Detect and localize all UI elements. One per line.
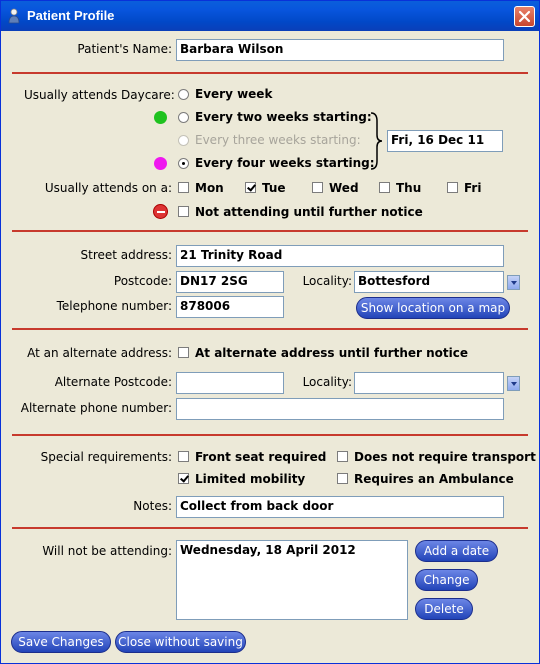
brace-icon [368, 111, 384, 171]
patient-name-label: Patient's Name: [77, 42, 172, 56]
alternate-locality-label: Locality: [302, 375, 352, 389]
separator [12, 328, 528, 330]
street-field[interactable]: 21 Trinity Road [176, 245, 504, 267]
no-transport-label: Does not require transport [354, 450, 536, 464]
checkbox-wed[interactable] [312, 182, 323, 193]
tue-label: Tue [262, 181, 286, 195]
alternate-postcode-label: Alternate Postcode: [54, 375, 172, 389]
separator [12, 434, 528, 436]
checkbox-ambulance[interactable] [337, 473, 348, 484]
add-date-button[interactable]: Add a date [415, 540, 498, 562]
title-bar [1, 1, 539, 31]
checkbox-fri[interactable] [447, 182, 458, 193]
list-item[interactable]: Wednesday, 18 April 2012 [180, 543, 356, 557]
notes-label: Notes: [133, 499, 172, 513]
daycare-label: Usually attends Daycare: [24, 88, 175, 102]
ambulance-label: Requires an Ambulance [354, 472, 514, 486]
every-week-label: Every week [195, 87, 273, 101]
save-changes-button[interactable]: Save Changes [11, 631, 111, 653]
phone-field[interactable]: 878006 [176, 296, 284, 318]
close-window-button[interactable] [514, 6, 535, 27]
notes-field[interactable]: Collect from back door [176, 496, 504, 518]
green-indicator-icon [154, 111, 167, 124]
separator [12, 527, 528, 529]
checkbox-front-seat[interactable] [178, 451, 189, 462]
no-entry-icon [153, 204, 168, 219]
checkbox-alternate-address[interactable] [178, 347, 189, 358]
postcode-label: Postcode: [113, 274, 172, 288]
postcode-field[interactable]: DN17 2SG [176, 271, 284, 293]
patient-name-field[interactable]: Barbara Wilson [176, 39, 504, 61]
alternate-phone-field[interactable] [176, 398, 504, 420]
close-without-saving-button[interactable]: Close without saving [115, 631, 246, 653]
checkbox-mon[interactable] [178, 182, 189, 193]
separator [12, 72, 528, 74]
alternate-postcode-field[interactable] [176, 372, 284, 394]
radio-every-three-weeks[interactable] [178, 135, 189, 146]
limited-mobility-label: Limited mobility [195, 472, 306, 486]
wed-label: Wed [329, 181, 359, 195]
radio-every-week[interactable] [178, 89, 189, 100]
locality-select[interactable]: Bottesford [354, 271, 504, 293]
absence-dates-list[interactable] [176, 540, 408, 620]
locality-label: Locality: [302, 274, 352, 288]
locality-dropdown-icon[interactable] [507, 275, 520, 290]
checkbox-limited-mobility[interactable] [178, 473, 189, 484]
days-label: Usually attends on a: [44, 181, 172, 195]
alternate-locality-select[interactable] [354, 372, 504, 394]
checkbox-not-attending[interactable] [178, 206, 189, 217]
every-four-weeks-label: Every four weeks starting: [195, 156, 375, 170]
street-label: Street address: [80, 248, 172, 262]
alternate-phone-label: Alternate phone number: [20, 401, 172, 415]
checkbox-tue[interactable] [245, 182, 256, 193]
checkbox-no-transport[interactable] [337, 451, 348, 462]
radio-every-four-weeks[interactable] [178, 158, 189, 169]
magenta-indicator-icon [154, 157, 167, 170]
checkbox-thu[interactable] [379, 182, 390, 193]
show-map-button[interactable]: Show location on a map [356, 297, 510, 319]
every-three-weeks-label: Every three weeks starting: [195, 133, 361, 147]
alternate-locality-dropdown-icon[interactable] [507, 376, 520, 391]
person-icon [7, 8, 21, 24]
change-date-button[interactable]: Change [415, 569, 478, 591]
front-seat-label: Front seat required [195, 450, 327, 464]
thu-label: Thu [396, 181, 422, 195]
not-attending-label: Not attending until further notice [195, 205, 423, 219]
alternate-address-checkbox-label: At alternate address until further notice [195, 346, 469, 360]
radio-every-two-weeks[interactable] [178, 112, 189, 123]
start-date-field[interactable]: Fri, 16 Dec 11 [387, 130, 503, 152]
every-two-weeks-label: Every two weeks starting: [195, 110, 372, 124]
dialog-body [4, 31, 536, 662]
delete-date-button[interactable]: Delete [415, 598, 473, 620]
fri-label: Fri [464, 181, 482, 195]
phone-label: Telephone number: [56, 299, 172, 313]
alternate-at-label: At an alternate address: [27, 346, 172, 360]
close-icon [515, 7, 534, 26]
mon-label: Mon [195, 181, 224, 195]
special-requirements-label: Special requirements: [40, 450, 172, 464]
not-attending-dates-label: Will not be attending: [42, 544, 172, 558]
window-title: Patient Profile [27, 8, 115, 23]
separator [12, 230, 528, 232]
